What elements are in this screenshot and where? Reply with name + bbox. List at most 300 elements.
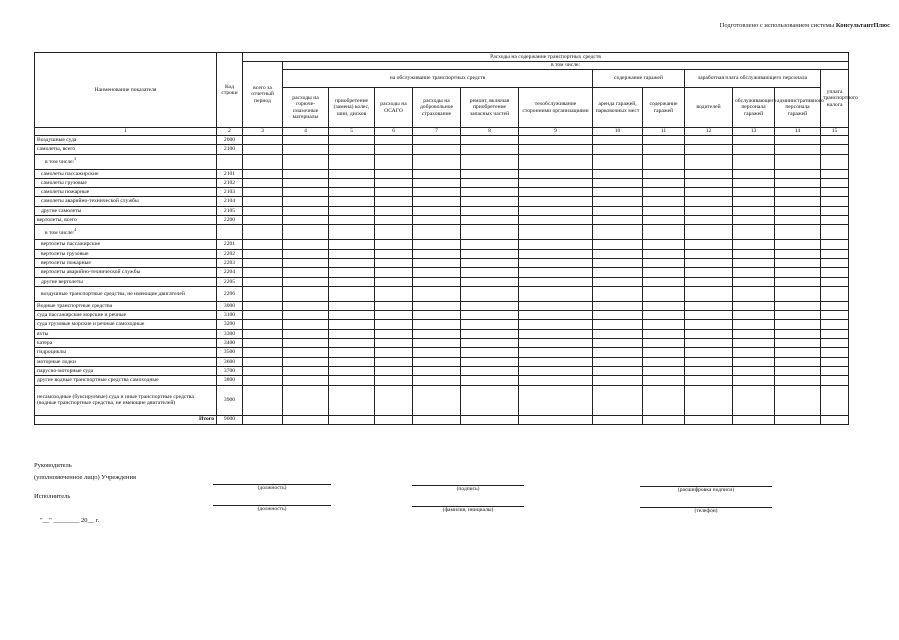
- value-cell[interactable]: [775, 154, 821, 169]
- value-cell[interactable]: [329, 268, 375, 277]
- value-cell[interactable]: [375, 329, 413, 338]
- value-cell[interactable]: [593, 286, 643, 301]
- value-cell[interactable]: [643, 225, 685, 240]
- value-cell[interactable]: [733, 240, 775, 249]
- value-cell[interactable]: [685, 320, 733, 329]
- value-cell[interactable]: [685, 301, 733, 310]
- value-cell[interactable]: [413, 206, 461, 215]
- value-cell[interactable]: [593, 385, 643, 415]
- value-cell[interactable]: [775, 249, 821, 258]
- value-cell[interactable]: [643, 197, 685, 206]
- value-cell[interactable]: [821, 188, 849, 197]
- value-cell[interactable]: [375, 206, 413, 215]
- value-cell[interactable]: [413, 258, 461, 267]
- value-cell[interactable]: [329, 136, 375, 145]
- value-cell[interactable]: [821, 136, 849, 145]
- total-value-cell[interactable]: [283, 415, 329, 424]
- value-cell[interactable]: [733, 206, 775, 215]
- value-cell[interactable]: [283, 154, 329, 169]
- value-cell[interactable]: [593, 311, 643, 320]
- total-value-cell[interactable]: [775, 415, 821, 424]
- value-cell[interactable]: [375, 277, 413, 286]
- value-cell[interactable]: [243, 188, 283, 197]
- value-cell[interactable]: [283, 366, 329, 375]
- value-cell[interactable]: [821, 216, 849, 225]
- value-cell[interactable]: [329, 320, 375, 329]
- value-cell[interactable]: [643, 178, 685, 187]
- value-cell[interactable]: [413, 320, 461, 329]
- value-cell[interactable]: [519, 206, 593, 215]
- value-cell[interactable]: [519, 136, 593, 145]
- total-value-cell[interactable]: [685, 415, 733, 424]
- value-cell[interactable]: [685, 286, 733, 301]
- value-cell[interactable]: [329, 311, 375, 320]
- value-cell[interactable]: [733, 286, 775, 301]
- value-cell[interactable]: [375, 188, 413, 197]
- value-cell[interactable]: [375, 268, 413, 277]
- value-cell[interactable]: [821, 320, 849, 329]
- value-cell[interactable]: [593, 154, 643, 169]
- value-cell[interactable]: [243, 268, 283, 277]
- value-cell[interactable]: [243, 301, 283, 310]
- value-cell[interactable]: [243, 376, 283, 385]
- value-cell[interactable]: [413, 329, 461, 338]
- value-cell[interactable]: [243, 357, 283, 366]
- value-cell[interactable]: [283, 216, 329, 225]
- value-cell[interactable]: [283, 301, 329, 310]
- value-cell[interactable]: [243, 385, 283, 415]
- value-cell[interactable]: [643, 188, 685, 197]
- value-cell[interactable]: [283, 240, 329, 249]
- value-cell[interactable]: [733, 197, 775, 206]
- value-cell[interactable]: [375, 240, 413, 249]
- value-cell[interactable]: [243, 311, 283, 320]
- value-cell[interactable]: [685, 197, 733, 206]
- value-cell[interactable]: [283, 145, 329, 154]
- value-cell[interactable]: [643, 311, 685, 320]
- value-cell[interactable]: [685, 329, 733, 338]
- value-cell[interactable]: [643, 268, 685, 277]
- value-cell[interactable]: [733, 339, 775, 348]
- value-cell[interactable]: [243, 136, 283, 145]
- value-cell[interactable]: [243, 225, 283, 240]
- value-cell[interactable]: [519, 249, 593, 258]
- value-cell[interactable]: [375, 376, 413, 385]
- value-cell[interactable]: [243, 216, 283, 225]
- value-cell[interactable]: [461, 169, 519, 178]
- value-cell[interactable]: [329, 240, 375, 249]
- value-cell[interactable]: [519, 376, 593, 385]
- value-cell[interactable]: [243, 366, 283, 375]
- date-field[interactable]: "__" ________ 20__ г.: [40, 517, 100, 524]
- value-cell[interactable]: [775, 169, 821, 178]
- value-cell[interactable]: [775, 225, 821, 240]
- value-cell[interactable]: [375, 178, 413, 187]
- value-cell[interactable]: [519, 385, 593, 415]
- value-cell[interactable]: [243, 178, 283, 187]
- value-cell[interactable]: [413, 178, 461, 187]
- value-cell[interactable]: [375, 339, 413, 348]
- value-cell[interactable]: [413, 216, 461, 225]
- value-cell[interactable]: [593, 249, 643, 258]
- value-cell[interactable]: [593, 225, 643, 240]
- value-cell[interactable]: [685, 348, 733, 357]
- value-cell[interactable]: [821, 311, 849, 320]
- value-cell[interactable]: [243, 339, 283, 348]
- value-cell[interactable]: [461, 268, 519, 277]
- value-cell[interactable]: [685, 258, 733, 267]
- value-cell[interactable]: [461, 357, 519, 366]
- value-cell[interactable]: [461, 366, 519, 375]
- value-cell[interactable]: [733, 225, 775, 240]
- value-cell[interactable]: [643, 249, 685, 258]
- value-cell[interactable]: [821, 178, 849, 187]
- value-cell[interactable]: [461, 348, 519, 357]
- value-cell[interactable]: [519, 188, 593, 197]
- total-value-cell[interactable]: [243, 415, 283, 424]
- value-cell[interactable]: [329, 258, 375, 267]
- value-cell[interactable]: [375, 366, 413, 375]
- value-cell[interactable]: [413, 136, 461, 145]
- value-cell[interactable]: [733, 249, 775, 258]
- value-cell[interactable]: [733, 258, 775, 267]
- total-value-cell[interactable]: [733, 415, 775, 424]
- value-cell[interactable]: [821, 225, 849, 240]
- value-cell[interactable]: [593, 145, 643, 154]
- value-cell[interactable]: [243, 169, 283, 178]
- value-cell[interactable]: [685, 268, 733, 277]
- value-cell[interactable]: [283, 376, 329, 385]
- value-cell[interactable]: [413, 339, 461, 348]
- value-cell[interactable]: [593, 240, 643, 249]
- value-cell[interactable]: [643, 357, 685, 366]
- value-cell[interactable]: [733, 136, 775, 145]
- value-cell[interactable]: [733, 216, 775, 225]
- value-cell[interactable]: [821, 329, 849, 338]
- value-cell[interactable]: [643, 329, 685, 338]
- value-cell[interactable]: [375, 286, 413, 301]
- value-cell[interactable]: [413, 348, 461, 357]
- value-cell[interactable]: [519, 329, 593, 338]
- value-cell[interactable]: [733, 277, 775, 286]
- value-cell[interactable]: [413, 376, 461, 385]
- value-cell[interactable]: [461, 320, 519, 329]
- value-cell[interactable]: [329, 376, 375, 385]
- value-cell[interactable]: [283, 277, 329, 286]
- value-cell[interactable]: [413, 249, 461, 258]
- value-cell[interactable]: [643, 385, 685, 415]
- value-cell[interactable]: [775, 357, 821, 366]
- value-cell[interactable]: [519, 348, 593, 357]
- value-cell[interactable]: [461, 249, 519, 258]
- value-cell[interactable]: [519, 225, 593, 240]
- value-cell[interactable]: [593, 320, 643, 329]
- value-cell[interactable]: [519, 145, 593, 154]
- value-cell[interactable]: [519, 197, 593, 206]
- value-cell[interactable]: [283, 311, 329, 320]
- total-value-cell[interactable]: [329, 415, 375, 424]
- value-cell[interactable]: [461, 385, 519, 415]
- value-cell[interactable]: [375, 385, 413, 415]
- value-cell[interactable]: [685, 366, 733, 375]
- value-cell[interactable]: [643, 258, 685, 267]
- value-cell[interactable]: [519, 339, 593, 348]
- value-cell[interactable]: [643, 320, 685, 329]
- value-cell[interactable]: [413, 145, 461, 154]
- value-cell[interactable]: [461, 301, 519, 310]
- value-cell[interactable]: [821, 286, 849, 301]
- total-value-cell[interactable]: [821, 415, 849, 424]
- value-cell[interactable]: [685, 225, 733, 240]
- value-cell[interactable]: [329, 197, 375, 206]
- value-cell[interactable]: [375, 249, 413, 258]
- value-cell[interactable]: [461, 329, 519, 338]
- value-cell[interactable]: [775, 277, 821, 286]
- value-cell[interactable]: [329, 357, 375, 366]
- value-cell[interactable]: [283, 178, 329, 187]
- total-value-cell[interactable]: [519, 415, 593, 424]
- value-cell[interactable]: [413, 268, 461, 277]
- value-cell[interactable]: [775, 339, 821, 348]
- value-cell[interactable]: [821, 301, 849, 310]
- value-cell[interactable]: [283, 348, 329, 357]
- value-cell[interactable]: [685, 277, 733, 286]
- value-cell[interactable]: [593, 169, 643, 178]
- value-cell[interactable]: [519, 301, 593, 310]
- value-cell[interactable]: [775, 136, 821, 145]
- value-cell[interactable]: [593, 206, 643, 215]
- value-cell[interactable]: [775, 366, 821, 375]
- value-cell[interactable]: [329, 216, 375, 225]
- value-cell[interactable]: [461, 206, 519, 215]
- value-cell[interactable]: [519, 154, 593, 169]
- value-cell[interactable]: [821, 249, 849, 258]
- value-cell[interactable]: [461, 277, 519, 286]
- value-cell[interactable]: [733, 329, 775, 338]
- value-cell[interactable]: [461, 258, 519, 267]
- value-cell[interactable]: [519, 311, 593, 320]
- value-cell[interactable]: [821, 268, 849, 277]
- value-cell[interactable]: [329, 169, 375, 178]
- value-cell[interactable]: [519, 178, 593, 187]
- value-cell[interactable]: [243, 240, 283, 249]
- value-cell[interactable]: [375, 311, 413, 320]
- value-cell[interactable]: [775, 216, 821, 225]
- value-cell[interactable]: [375, 357, 413, 366]
- value-cell[interactable]: [821, 277, 849, 286]
- value-cell[interactable]: [283, 385, 329, 415]
- value-cell[interactable]: [593, 348, 643, 357]
- value-cell[interactable]: [821, 385, 849, 415]
- value-cell[interactable]: [329, 366, 375, 375]
- value-cell[interactable]: [685, 311, 733, 320]
- value-cell[interactable]: [593, 339, 643, 348]
- value-cell[interactable]: [413, 169, 461, 178]
- value-cell[interactable]: [821, 206, 849, 215]
- value-cell[interactable]: [243, 197, 283, 206]
- value-cell[interactable]: [685, 188, 733, 197]
- value-cell[interactable]: [685, 169, 733, 178]
- value-cell[interactable]: [685, 216, 733, 225]
- value-cell[interactable]: [593, 188, 643, 197]
- value-cell[interactable]: [519, 320, 593, 329]
- value-cell[interactable]: [283, 136, 329, 145]
- total-value-cell[interactable]: [643, 415, 685, 424]
- value-cell[interactable]: [821, 348, 849, 357]
- value-cell[interactable]: [461, 225, 519, 240]
- value-cell[interactable]: [329, 178, 375, 187]
- value-cell[interactable]: [413, 286, 461, 301]
- value-cell[interactable]: [329, 145, 375, 154]
- value-cell[interactable]: [643, 240, 685, 249]
- value-cell[interactable]: [283, 169, 329, 178]
- value-cell[interactable]: [593, 268, 643, 277]
- value-cell[interactable]: [821, 366, 849, 375]
- value-cell[interactable]: [733, 357, 775, 366]
- value-cell[interactable]: [243, 286, 283, 301]
- value-cell[interactable]: [643, 339, 685, 348]
- value-cell[interactable]: [775, 320, 821, 329]
- total-value-cell[interactable]: [375, 415, 413, 424]
- value-cell[interactable]: [643, 376, 685, 385]
- value-cell[interactable]: [685, 145, 733, 154]
- value-cell[interactable]: [733, 169, 775, 178]
- value-cell[interactable]: [375, 225, 413, 240]
- value-cell[interactable]: [685, 136, 733, 145]
- value-cell[interactable]: [821, 339, 849, 348]
- value-cell[interactable]: [413, 385, 461, 415]
- value-cell[interactable]: [519, 366, 593, 375]
- value-cell[interactable]: [283, 329, 329, 338]
- value-cell[interactable]: [329, 329, 375, 338]
- value-cell[interactable]: [593, 136, 643, 145]
- value-cell[interactable]: [519, 169, 593, 178]
- value-cell[interactable]: [733, 311, 775, 320]
- value-cell[interactable]: [775, 286, 821, 301]
- value-cell[interactable]: [643, 301, 685, 310]
- value-cell[interactable]: [283, 249, 329, 258]
- value-cell[interactable]: [243, 348, 283, 357]
- value-cell[interactable]: [283, 225, 329, 240]
- value-cell[interactable]: [821, 145, 849, 154]
- value-cell[interactable]: [821, 154, 849, 169]
- value-cell[interactable]: [375, 216, 413, 225]
- value-cell[interactable]: [593, 376, 643, 385]
- value-cell[interactable]: [733, 188, 775, 197]
- value-cell[interactable]: [821, 240, 849, 249]
- total-value-cell[interactable]: [593, 415, 643, 424]
- value-cell[interactable]: [775, 240, 821, 249]
- total-value-cell[interactable]: [461, 415, 519, 424]
- value-cell[interactable]: [643, 277, 685, 286]
- value-cell[interactable]: [821, 197, 849, 206]
- value-cell[interactable]: [685, 154, 733, 169]
- value-cell[interactable]: [643, 169, 685, 178]
- value-cell[interactable]: [775, 329, 821, 338]
- value-cell[interactable]: [329, 154, 375, 169]
- value-cell[interactable]: [461, 188, 519, 197]
- value-cell[interactable]: [461, 216, 519, 225]
- value-cell[interactable]: [593, 357, 643, 366]
- value-cell[interactable]: [329, 339, 375, 348]
- value-cell[interactable]: [519, 240, 593, 249]
- value-cell[interactable]: [243, 258, 283, 267]
- value-cell[interactable]: [775, 178, 821, 187]
- value-cell[interactable]: [461, 286, 519, 301]
- value-cell[interactable]: [775, 311, 821, 320]
- value-cell[interactable]: [733, 154, 775, 169]
- value-cell[interactable]: [413, 225, 461, 240]
- value-cell[interactable]: [329, 385, 375, 415]
- value-cell[interactable]: [643, 216, 685, 225]
- value-cell[interactable]: [775, 348, 821, 357]
- value-cell[interactable]: [413, 154, 461, 169]
- total-value-cell[interactable]: [413, 415, 461, 424]
- value-cell[interactable]: [643, 154, 685, 169]
- value-cell[interactable]: [243, 320, 283, 329]
- value-cell[interactable]: [283, 268, 329, 277]
- value-cell[interactable]: [593, 178, 643, 187]
- value-cell[interactable]: [283, 320, 329, 329]
- value-cell[interactable]: [685, 249, 733, 258]
- value-cell[interactable]: [243, 329, 283, 338]
- value-cell[interactable]: [733, 145, 775, 154]
- value-cell[interactable]: [593, 258, 643, 267]
- value-cell[interactable]: [329, 277, 375, 286]
- value-cell[interactable]: [643, 286, 685, 301]
- value-cell[interactable]: [461, 311, 519, 320]
- value-cell[interactable]: [685, 339, 733, 348]
- value-cell[interactable]: [685, 178, 733, 187]
- value-cell[interactable]: [413, 240, 461, 249]
- value-cell[interactable]: [821, 169, 849, 178]
- value-cell[interactable]: [733, 268, 775, 277]
- value-cell[interactable]: [733, 178, 775, 187]
- value-cell[interactable]: [775, 197, 821, 206]
- value-cell[interactable]: [329, 206, 375, 215]
- value-cell[interactable]: [375, 169, 413, 178]
- value-cell[interactable]: [775, 258, 821, 267]
- value-cell[interactable]: [733, 385, 775, 415]
- value-cell[interactable]: [519, 258, 593, 267]
- value-cell[interactable]: [243, 145, 283, 154]
- value-cell[interactable]: [821, 357, 849, 366]
- value-cell[interactable]: [593, 216, 643, 225]
- value-cell[interactable]: [283, 258, 329, 267]
- value-cell[interactable]: [685, 240, 733, 249]
- value-cell[interactable]: [643, 348, 685, 357]
- value-cell[interactable]: [413, 357, 461, 366]
- value-cell[interactable]: [283, 188, 329, 197]
- value-cell[interactable]: [733, 348, 775, 357]
- value-cell[interactable]: [413, 197, 461, 206]
- value-cell[interactable]: [375, 348, 413, 357]
- value-cell[interactable]: [413, 188, 461, 197]
- value-cell[interactable]: [283, 339, 329, 348]
- value-cell[interactable]: [775, 301, 821, 310]
- value-cell[interactable]: [775, 188, 821, 197]
- value-cell[interactable]: [413, 366, 461, 375]
- value-cell[interactable]: [283, 286, 329, 301]
- value-cell[interactable]: [375, 258, 413, 267]
- value-cell[interactable]: [519, 268, 593, 277]
- value-cell[interactable]: [413, 311, 461, 320]
- value-cell[interactable]: [329, 225, 375, 240]
- value-cell[interactable]: [775, 385, 821, 415]
- value-cell[interactable]: [519, 277, 593, 286]
- value-cell[interactable]: [461, 178, 519, 187]
- value-cell[interactable]: [461, 145, 519, 154]
